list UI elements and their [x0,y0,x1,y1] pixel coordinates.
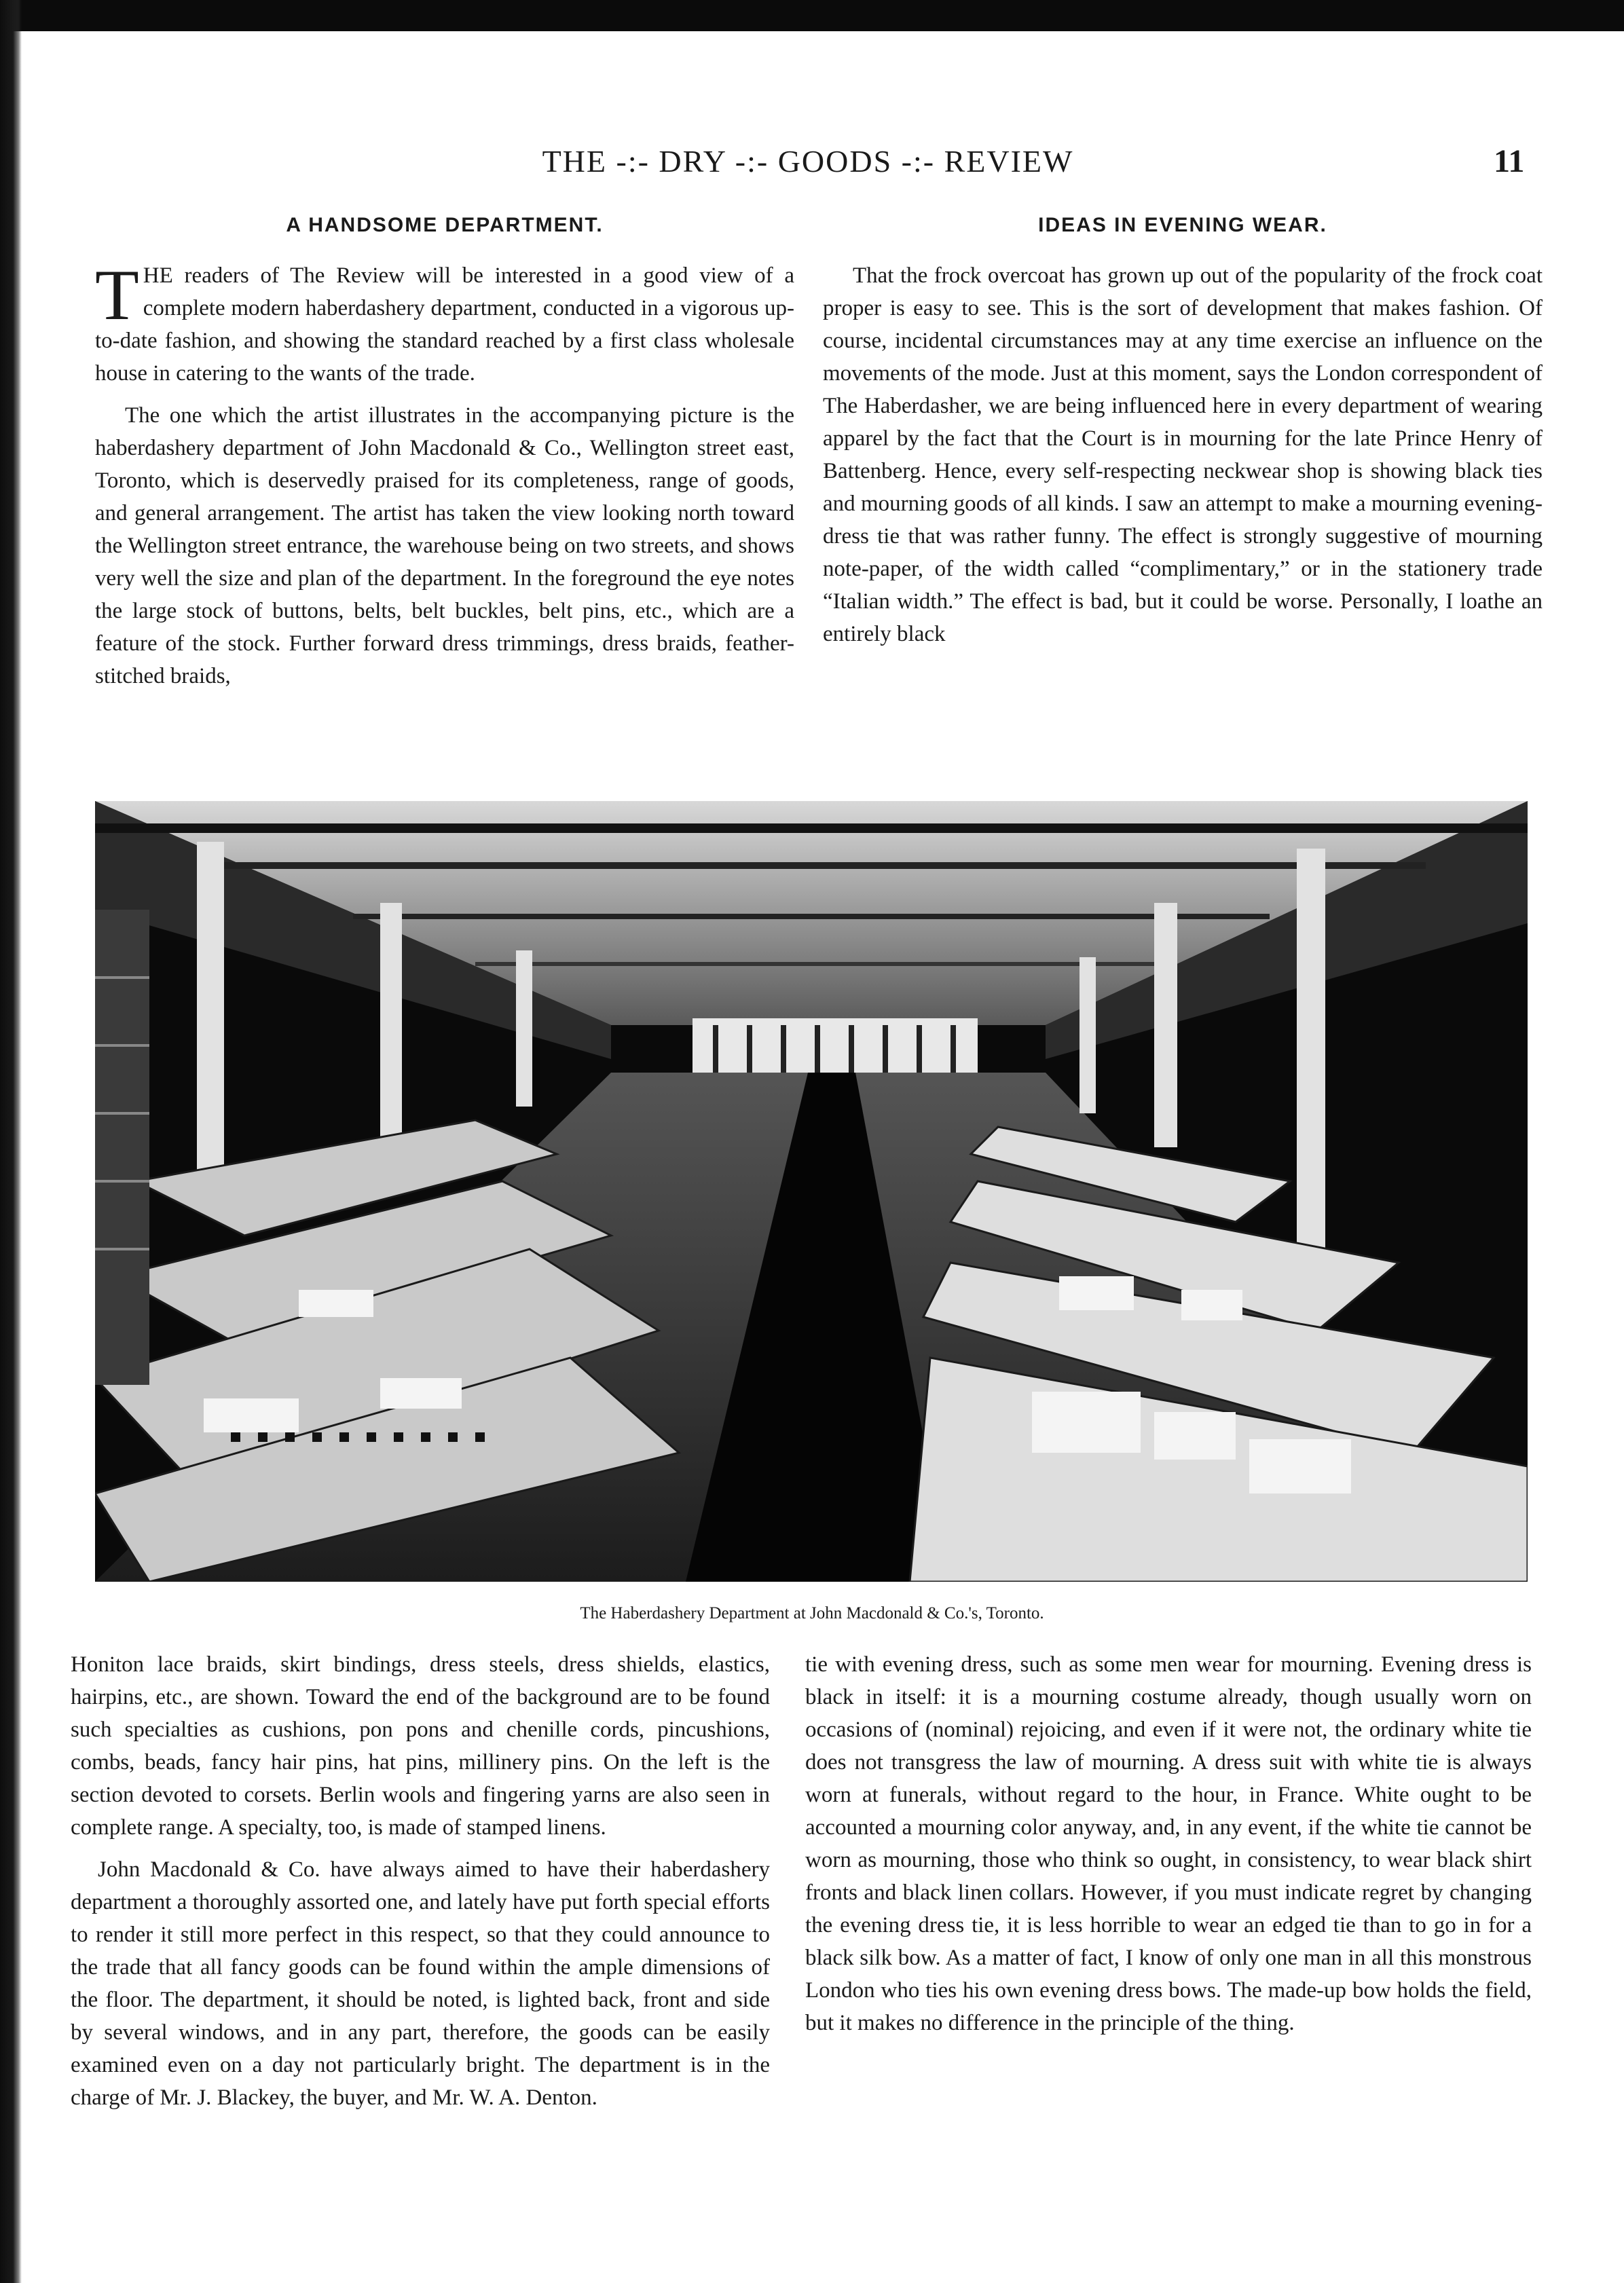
article-paragraph: That the frock overcoat has grown up out of the popularity of the frock coat proper is easy to see. This is the sort of development that makes fashion. Of course, incidental circumstances may at any time exercise an influence on the movements of the mode. Just at this moment, says the London correspondent of The Haberdasher, we are being influenced here in every department of wearing apparel by the fact that the Court is in mourning for the late Prince Henry of Battenberg. Hence, every self-respecting neckwear shop is showing black ties and mourning goods of all kinds. I saw an attempt to make a mourning evening-dress tie that was rather funny. The effect is strongly suggestive of mourning note-paper, of the width called “complimentary,” or in the stationery trade “Italian width.” The effect is bad, but it could be worse. Personally, I loathe an entirely black [823,263,1543,646]
article-paragraph-continued: Honiton lace braids, skirt bindings, dress steels, dress shields, elastics, hairpins, etc., are shown. Toward the end of the background are to be found such specialties as cushions, pon pons and chenille cords, pincushions, combs, beads, fancy hair pins, hat pins, millinery pins. On the left is the section devoted to corsets. Berlin wools and fingering yarns are also seen in complete range. A specialty, too, is made of stamped linens. [71,1652,770,1840]
drop-cap: T [95,255,139,335]
article-handsome-department-top [95,212,794,702]
article-paragraph [95,255,794,390]
haberdashery-department-photo [95,801,1528,1582]
article-paragraph: The one which the artist illustrates in the accompanying picture is the haberdashery department of John Macdonald & Co., Wellington street east, Toronto, which is deservedly praised for its completeness, range of goods, and general arrangement. The artist has taken the view looking north toward the Wellington street entrance, the warehouse being on two streets, and shows very well the size and plan of the department. In the foreground the eye notes the large stock of buttons, belts, belt buckles, belt pins, etc., which are a feature of the stock. Further forward dress trimmings, dress braids, feather-stitched braids, [95,403,794,688]
article-evening-wear-top [823,212,1543,660]
scan-left-edge [0,0,22,2283]
article-heading-handsome-department: A HANDSOME DEPARTMENT. [286,214,604,236]
article-paragraph-continued: tie with evening dress, such as some men wear for mourning. Evening dress is black in itself: it is a mourning costume already, though usually worn on occasions of (nominal) rejoicing, and even if it were not, the ordinary white tie does not transgress the law of mourning. A dress suit with white tie is always worn at funerals, without regard to the hour, in France. White ought to be accounted a mourning color anyway, and, in any event, if the white tie cannot be worn as mourning, those who think so ought, in consistency, to wear black shirt fronts and black linen collars. However, if you must indicate regret by changing the evening dress tie, it is less horrible to wear an edged tie than to go in for a black silk bow. As a matter of fact, I know of only one man in all this monstrous London who ties his own evening dress bows. The made-up bow holds the field, but it makes no difference in the principle of the thing. [805,1652,1532,2035]
article-heading-evening-wear: IDEAS IN EVENING WEAR. [1038,214,1327,236]
scan-top-border [0,0,1624,31]
paragraph-text: HE readers of The Review will be interested in a good view of a complete modern haberdashery department, conducted in a vigorous up-to-date fashion, and showing the standard reached by a first class wholesale house in catering to the wants of the trade. [95,263,794,386]
article-evening-wear-bottom [805,1648,1532,2049]
figure-caption: The Haberdashery Department at John Macdonald & Co.'s, Toronto. [580,1604,1044,1622]
article-paragraph: John Macdonald & Co. have always aimed to have their haberdashery department a thoroughly assorted one, and lately have put forth special efforts to render it still more perfect in this respect, so that they could announce to the trade that all fancy goods can be found within the ample dimensions of the floor. The department, it should be noted, is lighted back, front and side by several windows, and in any part, therefore, the goods can be easily examined even on a day not particularly bright. The department is in the charge of Mr. J. Blackey, the buyer, and Mr. W. A. Denton. [71,1857,770,2110]
running-head [0,141,1624,182]
warehouse-interior-illustration [95,801,1528,1582]
page-number: 11 [1494,143,1525,179]
journal-title: THE -:- DRY -:- GOODS -:- REVIEW [542,144,1074,179]
article-handsome-department-bottom [71,1648,770,2123]
